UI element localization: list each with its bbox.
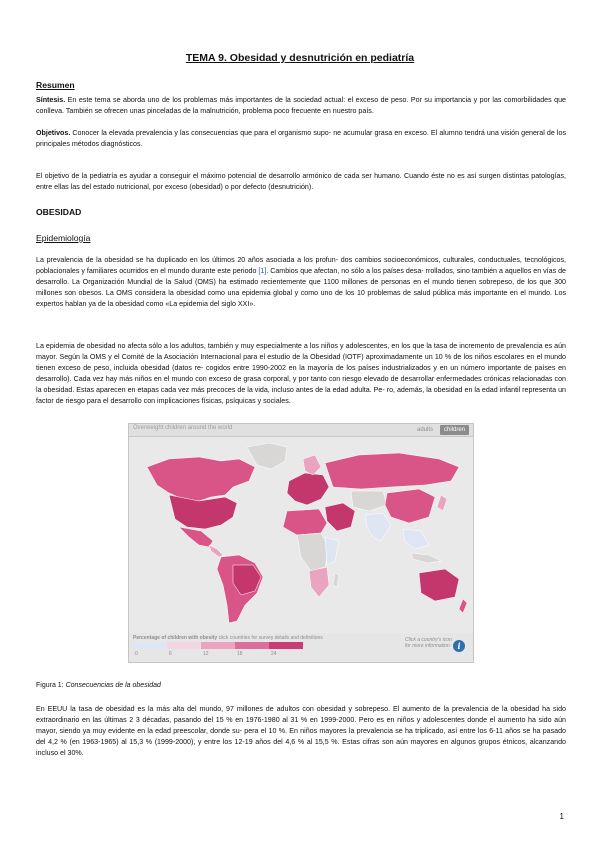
- map-region-central-africa[interactable]: [297, 533, 329, 571]
- page-title: TEMA 9. Obesidad y desnutrición en pediatría: [185, 52, 415, 64]
- tab-adults[interactable]: adults: [416, 427, 433, 433]
- page-number: 1: [559, 812, 564, 821]
- map-legend: [129, 633, 473, 662]
- map-region-north-africa[interactable]: [283, 509, 327, 535]
- legend-ticks: [133, 651, 303, 659]
- epidemiologia-paragraph-1: [36, 255, 566, 310]
- legend-subtitle: click countries for survey details and definitions: [218, 635, 323, 641]
- sintesis-label: Síntesis.: [36, 96, 66, 104]
- map-region-russia[interactable]: [325, 453, 459, 489]
- map-region-australia[interactable]: [419, 569, 459, 601]
- map-region-central-america[interactable]: [209, 545, 223, 557]
- legend-color-scale: [133, 642, 303, 649]
- map-region-indonesia[interactable]: [411, 553, 441, 563]
- legend-swatch-3: [235, 642, 269, 649]
- resumen-objetivos: [36, 128, 566, 150]
- legend-note: Click a country's icon for more information: [405, 637, 452, 649]
- map-region-japan[interactable]: [437, 495, 447, 511]
- map-region-usa[interactable]: [169, 495, 237, 529]
- map-region-new-zealand[interactable]: [459, 599, 467, 613]
- map-region-central-asia[interactable]: [351, 491, 387, 511]
- eeuu-paragraph: En EEUU la tasa de obesidad es la más alta del mundo, 97 millones de adultos con obesidad y sobrepeso. El aumento de la prevalencia de la obesidad ha sido extraordinario en las últimas 2 3 décadas, pasando del 15 % en 1976-1980 al 31 % en 1999-2000. Pero es en niños y adolescentes donde el aumento ha sido aún mayor, siendo ya muy evidente en la edad preescolar, donde su- pera el 10 %. En niños mayores la prevalencia se ha triplicado, así entre los 6-11 años se ha pasado del 4,2 % (en 1963-1965) al 15,3 % (1999-2000), y entre los 12-19 años del 4,6 % al 15,5 %. Estas cifras son aún mayores en algunos grupos étnicos, alcanzando incluso el 30%.: [36, 705, 566, 757]
- map-region-southern-africa[interactable]: [309, 567, 329, 597]
- sintesis-text: En este tema se aborda uno de los problemas más importantes de la sociedad actual: el exceso de peso. Por su importancia y por las comorbilidades que conlleva. También se ofrecen unas pinceladas de la malnutrición, problema poco frecuente en nuestro país.: [36, 96, 566, 115]
- map-region-middle-east[interactable]: [325, 503, 355, 531]
- legend-tick: 0: [135, 651, 138, 657]
- legend-swatch-2: [201, 642, 235, 649]
- legend-swatch-0: [133, 642, 167, 649]
- map-region-madagascar[interactable]: [333, 573, 339, 587]
- world-map[interactable]: [129, 437, 473, 633]
- resumen-heading: Resumen: [36, 80, 75, 90]
- legend-tick: 12: [203, 651, 209, 657]
- p1-text-a: La prevalencia de la obesidad se ha duplicado en los últimos 20 años asociada a los profun- dos cambios socioeconómicos, culturales, conductuales, tecnológicos, poblacionales y familiares ocurridos en el mundo durante este periodo: [36, 256, 566, 275]
- intro-paragraph: El objetivo de la pediatría es ayudar a conseguir el máximo potencial de desarrollo armónico de cada ser humano. Cuando éste no es así surgen distintas patologías, entre ellas las del estado nutricional, por exceso (obesidad) o por defecto (desnutrición).: [36, 172, 566, 191]
- section-heading-obesidad: OBESIDAD: [36, 207, 82, 217]
- map-region-southeast-asia[interactable]: [403, 529, 429, 549]
- map-region-china[interactable]: [385, 489, 435, 523]
- epidemiologia-paragraph-2: La epidemia de obesidad no afecta sólo a los adultos, también y muy especialmente a los niños y adolescentes, en los que la tasa de incremento de prevalencia es aún mayor. Según la OMS y el Comité de la Asociación Internacional para el estudio de la Obesidad (IOTF) aproximadamente un 10 % de los niños escolares en el mundo tienen exceso de peso, incluida obesidad (datos re- cogidos entre 1990-2002 en la mayoría de los países industrializados y en un número importante de países en desarrollo). Cada vez hay más niños en el mundo con exceso de grasa corporal, y por tanto con riesgo elevado de desarrollar enfermedades crónicas relacionadas con la obesidad. Estas aparecen en etapas cada vez más precoces de la vida, incluso antes de la edad adulta. Pe- ro, además, la obesidad en la edad infantil representa un factor de riesgo para el desarrollo con implicaciones físicas, psíquicas y sociales.: [36, 342, 566, 405]
- map-region-east-africa[interactable]: [325, 537, 339, 565]
- figure-header: [129, 424, 473, 437]
- world-map-figure: [128, 423, 474, 663]
- legend-swatch-4: [269, 642, 303, 649]
- epidemiologia-heading: Epidemiología: [36, 233, 91, 243]
- caption-text: Consecuencias de la obesidad: [65, 682, 161, 689]
- objetivos-label: Objetivos.: [36, 129, 71, 137]
- caption-label: Figura 1:: [36, 682, 64, 689]
- objetivos-text: Conocer la elevada prevalencia y las consecuencias que para el organismo supo- ne acumular grasa en exceso. El alumno tendrá una visión general de los principales métodos diagnósticos.: [36, 129, 566, 148]
- map-region-greenland[interactable]: [247, 443, 287, 469]
- tab-children[interactable]: children: [440, 425, 469, 435]
- legend-tick: 24: [271, 651, 277, 657]
- map-region-scandinavia[interactable]: [303, 455, 321, 475]
- resumen-sintesis: [36, 95, 566, 117]
- info-icon[interactable]: i: [453, 640, 465, 652]
- reference-link[interactable]: [1]: [258, 267, 267, 275]
- map-region-canada[interactable]: [147, 457, 255, 501]
- map-region-europe[interactable]: [287, 473, 329, 505]
- legend-tick: 18: [237, 651, 243, 657]
- legend-swatch-1: [167, 642, 201, 649]
- legend-title: [133, 635, 323, 641]
- figure-caption: [36, 682, 161, 689]
- legend-title-main: Percentage of children with obesity: [133, 635, 218, 641]
- p1-text-b: . Cambios que afectan, no sólo a los países desa- rrollados, sino también a aquellos en vías de desarrollo. La Organización Mundial de la Salud (OMS) ha estimado recientemente que 1100 millones de personas en el mundo tienen sobrepeso, de los que 300 millones son obesos. La OMS considera la obesidad como una epidemia global y como uno de los 10 problemas de salud pública más importante en el mundo. Los expertos hablan ya de la obesidad como «La epidemia del siglo XXI».: [36, 267, 566, 308]
- world-map-svg: [129, 437, 473, 633]
- map-region-mexico[interactable]: [179, 527, 213, 547]
- map-region-india[interactable]: [365, 513, 391, 541]
- figure-title: Overweight children around the world: [133, 425, 233, 431]
- legend-tick: 6: [169, 651, 172, 657]
